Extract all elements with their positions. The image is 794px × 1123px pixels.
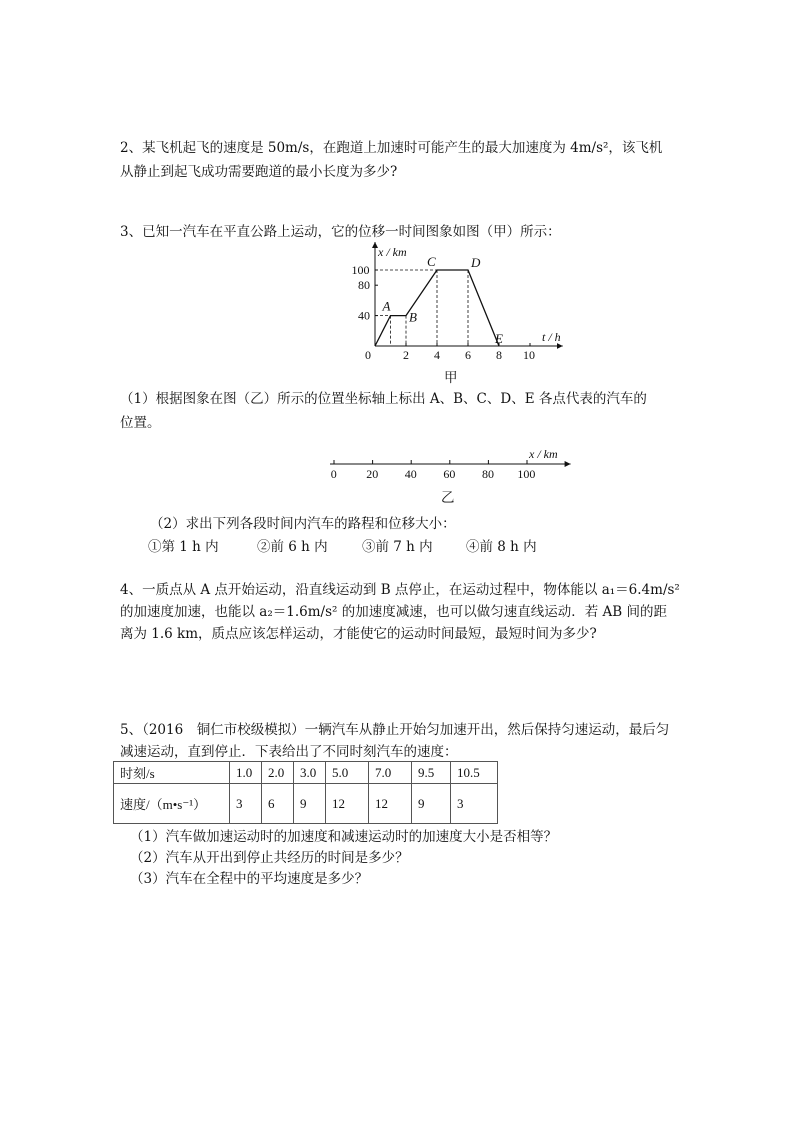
- x-tick-label: 0: [365, 348, 371, 362]
- q5-line1: 5、（2016 铜仁市校级模拟）一辆汽车从静止开始匀加速开出，然后保持匀速运动，最后匀: [120, 722, 670, 738]
- axis-caption: 乙: [441, 490, 455, 506]
- number-line-tick-label: 0: [330, 467, 337, 481]
- table-cell: 12: [326, 784, 369, 824]
- table-row: [114, 784, 498, 824]
- x-axis-label: t / h: [542, 330, 561, 344]
- q4-line1: 4、一质点从 A 点开始运动，沿直线运动到 B 点停止，在运动过程中，物体能以 a₁＝6.4m/s²: [120, 582, 680, 598]
- q5-sub1: （1）汽车做加速运动时的加速度和减速运动时的加速度大小是否相等？: [130, 829, 558, 845]
- table-cell: 1.0: [230, 762, 262, 784]
- table-cell: 10.5: [451, 762, 498, 784]
- interval-2: ②前 6 h 内: [257, 539, 328, 555]
- number-line-axis-label: x / km: [529, 447, 558, 461]
- number-line-tick-label: 40: [404, 467, 417, 481]
- q5-line2: 减速运动，直到停止．下表给出了不同时刻汽车的速度：: [120, 744, 458, 760]
- table-cell: 7.0: [369, 762, 412, 784]
- q2-line1: 2、某飞机起飞的速度是 50m/s，在跑道上加速时可能产生的最大加速度为 4m/s²，该飞机: [120, 140, 663, 156]
- x-tick-label: 6: [465, 348, 471, 362]
- y-tick-label: 80: [358, 278, 370, 293]
- table-cell: 3: [230, 784, 262, 824]
- point-label-d: D: [471, 255, 481, 270]
- q5-sub2: （2）汽车从开出到停止共经历的时间是多少？: [130, 850, 409, 866]
- y-tick-label: 100: [351, 263, 370, 277]
- q2-line2: 从静止到起飞成功需要跑道的最小长度为多少?: [120, 164, 398, 180]
- q3-number-line: [325, 440, 575, 485]
- x-tick-label: 10: [523, 348, 535, 362]
- table-cell: 6: [262, 784, 294, 824]
- point-label-a: A: [382, 298, 391, 314]
- table-cell: 2.0: [262, 762, 294, 784]
- table-cell: 9: [412, 784, 451, 824]
- q3-sub2: （2）求出下列各段时间内汽车的路程和位移大小：: [150, 516, 456, 532]
- interval-1: ①第 1 h 内: [148, 539, 219, 555]
- speed-table: [113, 761, 498, 824]
- table-cell: 12: [369, 784, 412, 824]
- q4-line2: 的加速度加速，也能以 a₂＝1.6m/s² 的加速度减速，也可以做匀速直线运动．若 AB 间的距: [120, 604, 667, 620]
- q3-intro: 3、已知一汽车在平直公路上运动，它的位移一时间图象如图（甲）所示：: [120, 224, 561, 240]
- table-cell: 5.0: [326, 762, 369, 784]
- x-tick-label: 8: [496, 348, 502, 362]
- y-axis-label: x / km: [378, 245, 407, 259]
- q3-xt-graph: [340, 240, 580, 385]
- q3-sub1-line1: （1）根据图象在图（乙）所示的位置坐标轴上标出 A、B、C、D、E 各点代表的汽车的: [120, 391, 647, 407]
- table-cell: 9: [294, 784, 326, 824]
- point-label-c: C: [427, 254, 436, 269]
- table-cell: 9.5: [412, 762, 451, 784]
- interval-4: ④前 8 h 内: [466, 539, 537, 555]
- number-line-tick-label: 80: [482, 467, 494, 481]
- x-tick-label: 4: [434, 348, 440, 362]
- number-line-tick-label: 60: [443, 467, 456, 481]
- number-line-tick-label: 20: [366, 467, 379, 481]
- x-tick-label: 2: [403, 348, 409, 362]
- q4-line3: 离为 1.6 km，质点应该怎样运动，才能使它的运动时间最短，最短时间为多少?: [120, 626, 597, 642]
- time-header: 时刻/s: [114, 762, 230, 784]
- number-line-tick-label: 100: [517, 467, 536, 481]
- table-cell: 3: [451, 784, 498, 824]
- table-row: [114, 762, 498, 784]
- q3-sub1-line2: 位置。: [120, 415, 161, 431]
- q5-sub3: （3）汽车在全程中的平均速度是多少？: [130, 871, 369, 887]
- table-cell: 3.0: [294, 762, 326, 784]
- interval-3: ③前 7 h 内: [362, 539, 433, 555]
- point-label-b: B: [409, 309, 417, 325]
- graph-caption: 甲: [444, 370, 458, 386]
- point-label-e: E: [495, 331, 503, 346]
- y-tick-label: 40: [358, 308, 370, 323]
- speed-header: 速度/（m•s⁻¹）: [114, 784, 230, 824]
